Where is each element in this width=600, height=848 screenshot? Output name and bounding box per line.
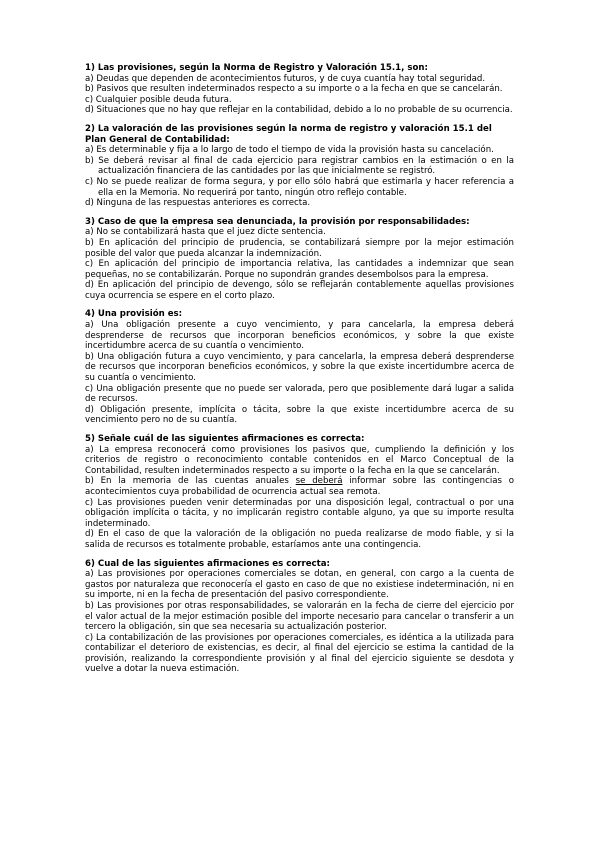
option-a: a) Las provisiones por operaciones comerciales se dotan, en general, con cargo a la cuenta de gastos por naturaleza que reconocería el gasto en caso de que no existiese indeterminación, ni en su importe, ni en la fecha de presentación del pasivo correspondiente. [85,569,514,601]
question-2 [85,124,514,209]
option-d: d) Situaciones que no hay que reflejar en la contabilidad, debido a lo no probable de su ocurrencia. [85,105,513,116]
question-title: 4) Una provisión es: [85,309,183,320]
question-3 [85,217,514,302]
option-b [85,476,514,497]
question-6 [85,559,514,676]
option-a: a) No se contabilizará hasta que el juez dicte sentencia. [85,227,326,238]
question-title: 1) Las provisiones, según la Norma de Registro y Valoración 15.1, son: [85,63,428,73]
option-b: b) Una obligación futura a cuyo vencimiento, y para cancelarla, la empresa deberá desprenderse de recursos que incorporan beneficios económicos, y sobre la que existe incertidumbre acerca de su cuantía o vencimiento. [85,351,514,384]
option-c: c) Las provisiones pueden venir determinadas por una disposición legal, contractual o por una obligación implícita o tácita, y no implicarán registro contable alguno, ya que su importe resulta indeterminado. [85,497,514,529]
option-b-after: informar sobre las contingencias o acontecimientos cuya probabilidad de ocurrencia actual sea remota. [85,476,515,497]
option-c: c) La contabilización de las provisiones por operaciones comerciales, es idéntica a la utilizada para contabilizar el deterioro de existencias, es decir, al final del ejercicio se estima la cantidad de la provisión, realizando la correspondiente provisión y al final del ejercicio siguiente se desdota y vuelve a dotar la nueva estimación. [85,632,514,675]
option-d: d) Ninguna de las respuestas anteriores es correcta. [85,198,311,209]
option-c: c) En aplicación del principio de importancia relativa, las cantidades a indemnizar que sean pequeñas, no se contabilizarán. Porque no supondrán grandes desembolsos para la empresa. [85,259,514,280]
question-title: 5) Señale cuál de las siguientes afirmaciones es correcta: [85,434,365,444]
option-a: a) Una obligación presente a cuyo vencimiento, y para cancelarla, la empresa deberá desprenderse de recursos que incorporan beneficios económicos, y sobre la que existe incertidumbre acerca de su cuantía o vencimiento. [85,320,514,352]
option-c: c) Cualquier posible deuda futura. [85,94,232,105]
option-d: d) En el caso de que la valoración de la obligación no pueda realizarse de modo fiable, y si la salida de recursos es totalmente probable, estaríamos ante una contingencia. [85,529,514,550]
option-a: a) Es determinable y fija a lo largo de todo el tiempo de vida la provisión hasta su cancelación. [85,145,494,156]
option-b: b) En aplicación del principio de prudencia, se contabilizará siempre por la mejor estimación posible del valor que pueda alcanzar la indemnización. [85,237,514,259]
question-title: 3) Caso de que la empresa sea denunciada, la provisión por responsabilidades: [85,216,470,227]
question-1 [85,63,514,116]
question-5 [85,434,514,551]
option-c: c) No se puede realizar de forma segura, y por ello sólo habrá que estimarla y hacer referencia a ella en la Memoria. No requerirá por tanto, ningún otro reflejo contable. [85,176,514,198]
question-title: 6) Cual de las siguientes afirmaciones es correcta: [85,558,330,569]
option-a: a) Deudas que dependen de acontecimientos futuros, y de cuya cuantía hay total seguridad. [85,73,486,84]
option-b: b) Las provisiones por otras responsabilidades, se valorarán en la fecha de cierre del ejercicio por el valor actual de la mejor estimación posible del importe necesario para cancelar o transferir a un tercero la obligación, sin que sea necesaria su actualización posterior. [85,600,514,633]
option-d: d) Obligación presente, implícita o tácita, sobre la que existe incertidumbre acerca de su vencimiento pero no de su cuantía. [85,404,514,426]
option-b-underlined: se deberá [295,476,343,487]
question-title: 2) La valoración de las provisiones según la norma de registro y valoración 15.1 del Plan General de Contabilidad: [85,123,492,145]
option-b: b) Pasivos que resulten indeterminados respecto a su importe o a la fecha en que se cancelarán. [85,84,503,95]
option-a: a) La empresa reconocerá como provisiones los pasivos que, cumpliendo la definición y los criterios de registro o reconocimiento contable contenidos en el Marco Conceptual de la Contabilidad, resulten indeterminados respecto a su importe o la fecha en la que se cancelarán. [85,444,514,476]
option-c: c) Una obligación presente que no puede ser valorada, pero que posiblemente dará lugar a salida de recursos. [85,383,514,405]
option-b-before: b) En la memoria de las cuentas anuales [85,476,296,487]
option-b: b) Se deberá revisar al final de cada ejercicio para registrar cambios en la estimación o en la actualización financiera de las cantidades por las que inicialmente se registró. [85,155,514,177]
question-4 [85,309,514,426]
option-d: d) En aplicación del principio de devengo, sólo se reflejarán contablemente aquellas provisiones cuya ocurrencia se espere en el corto plazo. [85,280,514,301]
